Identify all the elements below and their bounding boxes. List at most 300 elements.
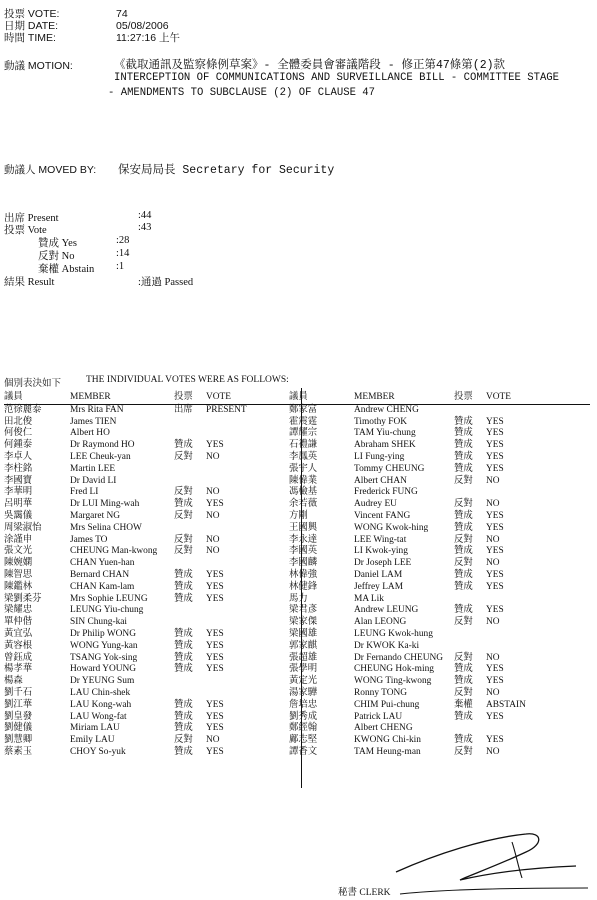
member-name-zh: 田北俊 [4, 416, 33, 427]
table-row [4, 723, 298, 735]
table-row [288, 629, 590, 641]
table-row [4, 558, 298, 570]
vote-en [206, 558, 298, 570]
vote-zh: 贊成 [454, 546, 473, 557]
member-name-zh: 吳靄儀 [4, 510, 33, 521]
vote-en [206, 617, 298, 629]
vote-zh: 反對 [174, 487, 193, 498]
vote-en: PRESENT [206, 404, 247, 415]
vote-en [486, 594, 590, 606]
table-row [4, 452, 298, 464]
vote-en: YES [486, 676, 504, 687]
present-count: :44 [138, 210, 152, 221]
member-name-en: CHAN Yuen-han [70, 558, 135, 569]
table-row [4, 605, 298, 617]
table-row [4, 641, 298, 653]
member-name-zh: 呂明華 [4, 499, 33, 510]
vote-en: YES [486, 510, 504, 521]
member-name-zh: 詹培忠 [289, 699, 318, 710]
table-row [4, 570, 298, 582]
member-name-en: TAM Heung-man [354, 746, 421, 757]
left-votes-table [4, 392, 298, 759]
member-name-zh: 陳偉業 [289, 475, 318, 486]
member-name-en: Frederick FUNG [354, 487, 418, 498]
vote-zh-header: 投票 [174, 392, 206, 404]
vote-zh: 反對 [174, 510, 193, 521]
no-label: 反對 No [38, 251, 75, 262]
vote-en: YES [206, 440, 224, 451]
table-row [288, 653, 590, 665]
member-name-en: Alan LEONG [354, 617, 407, 628]
vote-zh: 贊成 [174, 628, 193, 639]
vote-en: NO [206, 451, 220, 462]
member-name-en: Andrew LEUNG [354, 605, 419, 616]
member-name-zh: 何俊仁 [4, 428, 33, 439]
member-name-en: Patrick LAU [354, 711, 403, 722]
member-name-en: LEE Cheuk-yan [70, 451, 131, 462]
vote-zh: 贊成 [174, 652, 193, 663]
member-name-en: Mrs Selina CHOW [70, 522, 142, 533]
member-name-en: Andrew CHENG [354, 404, 419, 415]
vote-zh [174, 676, 206, 688]
member-name-en: LAU Chin-shek [70, 687, 131, 698]
member-name-en: LI Kwok-ying [354, 546, 408, 557]
vote-en: NO [486, 617, 500, 628]
yes-count: :28 [116, 235, 130, 246]
member-name-zh: 曾鈺成 [4, 652, 33, 663]
individual-votes-heading-en: THE INDIVIDUAL VOTES WERE AS FOLLOWS: [86, 375, 289, 385]
member-name-en: Margaret NG [70, 510, 121, 521]
motion-label: 動議 MOTION: [4, 60, 73, 72]
vote-zh: 贊成 [174, 723, 193, 734]
vote-zh [454, 641, 486, 653]
member-name-en: LEUNG Yiu-chung [70, 605, 144, 616]
table-row [288, 617, 590, 629]
member-name-zh: 楊森 [4, 676, 23, 687]
table-row [288, 476, 590, 488]
member-name-zh: 張超雄 [289, 652, 318, 663]
table-row [288, 499, 590, 511]
vote-zh: 反對 [454, 475, 473, 486]
table-row [288, 582, 590, 594]
yes-label: 贊成 Yes [38, 238, 77, 249]
vote-zh: 反對 [174, 735, 193, 746]
member-name-zh: 劉千石 [4, 687, 33, 698]
member-name-en: MA Lik [354, 593, 384, 604]
vote-en: YES [486, 711, 504, 722]
vote-en: NO [486, 558, 500, 569]
motion-subtitle-en: - AMENDMENTS TO SUBCLAUSE (2) OF CLAUSE 47 [108, 87, 376, 99]
member-name-en: Jeffrey LAM [354, 581, 404, 592]
member-name-en: Abraham SHEK [354, 440, 416, 451]
member-name-en: LEUNG Kwok-hung [354, 628, 433, 639]
vote-en: YES [486, 664, 504, 675]
member-name-zh: 劉健儀 [4, 723, 33, 734]
member-name-en: Daniel LAM [354, 569, 403, 580]
vote-zh: 棄權 [454, 699, 473, 710]
member-name-zh: 林健鋒 [289, 581, 318, 592]
table-row [4, 464, 298, 476]
member-name-en: Howard YOUNG [70, 664, 137, 675]
member-name-en: Mrs Sophie LEUNG [70, 593, 148, 604]
vote-en: NO [486, 652, 500, 663]
member-name-zh: 李國寶 [4, 475, 33, 486]
vote-zh [174, 617, 206, 629]
member-name-zh: 余若薇 [289, 499, 318, 510]
table-row [4, 499, 298, 511]
member-name-zh: 蔡素玉 [4, 746, 33, 757]
member-name-zh: 李國英 [289, 546, 318, 557]
vote-en: NO [206, 534, 220, 545]
vote-en: NO [206, 546, 220, 557]
table-row [4, 617, 298, 629]
vote-en: YES [206, 664, 224, 675]
member-name-en: CHOY So-yuk [70, 746, 126, 757]
member-name-en: Bernard CHAN [70, 569, 130, 580]
member-name-zh: 梁家傑 [289, 617, 318, 628]
member-name-en: Miriam LAU [70, 723, 120, 734]
member-name-zh: 劉皇發 [4, 711, 33, 722]
table-row [4, 582, 298, 594]
abstain-label: 棄權 Abstain [38, 264, 95, 275]
table-row [4, 735, 298, 747]
member-name-en: LAU Wong-fat [70, 711, 127, 722]
vote-en: YES [486, 569, 504, 580]
member-name-en: Fred LI [70, 487, 99, 498]
table-row [4, 535, 298, 547]
abstain-count: :1 [116, 261, 125, 272]
date-label: 日期 DATE: [4, 20, 59, 32]
member-name-zh: 李鳳英 [289, 451, 318, 462]
vote-en [486, 723, 590, 735]
member-name-en: Tommy CHEUNG [354, 463, 425, 474]
member-name-zh: 張學明 [289, 664, 318, 675]
vote-zh [454, 723, 486, 735]
member-name-en: Dr Fernando CHEUNG [354, 652, 444, 663]
member-name-zh: 李華明 [4, 487, 33, 498]
vote-en: NO [206, 487, 220, 498]
vote-en: NO [486, 746, 500, 757]
table-row [288, 676, 590, 688]
vote-zh [454, 629, 486, 641]
vote-en: YES [486, 735, 504, 746]
table-row [288, 417, 590, 429]
vote-zh: 反對 [174, 451, 193, 462]
member-name-en: TSANG Yok-sing [70, 652, 138, 663]
vote-en: YES [206, 723, 224, 734]
vote-zh [174, 688, 206, 700]
vote-en [206, 688, 298, 700]
vote-zh: 出席 [174, 404, 193, 415]
vote-zh [174, 417, 206, 429]
vote-en: YES [486, 463, 504, 474]
member-name-en: Timothy FOK [354, 416, 408, 427]
table-row [4, 487, 298, 499]
vote-en: YES [486, 428, 504, 439]
member-name-zh: 陳智思 [4, 569, 33, 580]
time-value: 11:27:16 上午 [116, 32, 181, 44]
member-name-zh: 楊孝華 [4, 664, 33, 675]
vote-en [206, 464, 298, 476]
member-name-en: WONG Kwok-hing [354, 522, 429, 533]
member-name-zh: 梁劉柔芬 [4, 593, 42, 604]
vote-zh: 反對 [454, 687, 473, 698]
table-row [4, 417, 298, 429]
vote-en: YES [486, 581, 504, 592]
member-zh-header: 議員 [4, 392, 70, 404]
member-name-en: Dr David LI [70, 475, 117, 486]
result-value: :通過 Passed [138, 277, 194, 288]
member-name-zh: 梁君彥 [289, 605, 318, 616]
vote-number: 74 [116, 8, 128, 20]
vote-en [486, 641, 590, 653]
member-name-en: CHAN Kam-lam [70, 581, 135, 592]
result-label: 結果 Result [4, 277, 55, 288]
vote-zh [174, 523, 206, 535]
table-row [288, 511, 590, 523]
vote-zh: 贊成 [454, 581, 473, 592]
table-row [4, 476, 298, 488]
vote-en [486, 404, 590, 416]
member-name-en: CHEUNG Hok-ming [354, 664, 434, 675]
vote-en: ABSTAIN [486, 699, 526, 710]
member-name-zh: 陳婉嫻 [4, 558, 33, 569]
member-name-en: KWONG Chi-kin [354, 735, 421, 746]
vote-en: NO [206, 735, 220, 746]
member-name-en: SIN Chung-kai [70, 617, 128, 628]
clerk-label: 秘書 CLERK [338, 888, 391, 898]
vote-zh: 贊成 [174, 593, 193, 604]
vote-en: YES [206, 746, 224, 757]
table-row [4, 511, 298, 523]
member-name-zh: 陳鑑林 [4, 581, 33, 592]
vote-en [206, 428, 298, 440]
vote-zh: 贊成 [454, 664, 473, 675]
member-name-zh: 鄭家富 [289, 404, 318, 415]
vote-en: YES [206, 640, 224, 651]
vote-zh: 贊成 [454, 428, 473, 439]
vote-en: YES [486, 440, 504, 451]
table-row [4, 440, 298, 452]
vote-zh: 反對 [454, 499, 473, 510]
vote-zh: 贊成 [454, 676, 473, 687]
table-row [4, 688, 298, 700]
vote-en [206, 605, 298, 617]
table-row [288, 723, 590, 735]
member-name-zh: 涂謹申 [4, 534, 33, 545]
vote-zh: 贊成 [454, 522, 473, 533]
table-row [288, 535, 590, 547]
vote-number-label: 投票 VOTE: [4, 8, 60, 20]
vote-zh: 贊成 [174, 640, 193, 651]
member-name-zh: 李國麟 [289, 558, 318, 569]
table-row [4, 523, 298, 535]
member-name-en: Vincent FANG [354, 510, 411, 521]
vote-en [206, 417, 298, 429]
member-name-zh: 范徐麗泰 [4, 404, 42, 415]
member-name-en: Mrs Rita FAN [70, 404, 124, 415]
member-name-zh: 馬力 [289, 593, 308, 604]
vote-zh: 贊成 [174, 499, 193, 510]
vote-en [206, 676, 298, 688]
member-name-en: Martin LEE [70, 463, 116, 474]
moved-by-value: 保安局局長 Secretary for Security [118, 164, 335, 177]
vote-zh: 贊成 [174, 581, 193, 592]
motion-title-en: INTERCEPTION OF COMMUNICATIONS AND SURVEILLANCE BILL - COMMITTEE STAGE [114, 72, 560, 84]
member-name-zh: 周梁淑怡 [4, 522, 42, 533]
member-name-zh: 黃容根 [4, 640, 33, 651]
member-name-en: WONG Ting-kwong [354, 676, 432, 687]
vote-zh: 贊成 [454, 440, 473, 451]
member-name-en: Albert CHENG [354, 723, 413, 734]
table-row [4, 747, 298, 759]
member-en-header: MEMBER [70, 392, 174, 404]
member-name-zh: 劉慧卿 [4, 735, 33, 746]
member-name-en: CHIM Pui-chung [354, 699, 420, 710]
member-name-zh: 王國興 [289, 522, 318, 533]
table-row [288, 487, 590, 499]
member-name-en: Dr KWOK Ka-ki [354, 640, 420, 651]
vote-zh: 贊成 [454, 463, 473, 474]
member-name-zh: 李柱銘 [4, 463, 33, 474]
member-name-zh: 劉江華 [4, 699, 33, 710]
table-row [4, 664, 298, 676]
vote-zh [454, 594, 486, 606]
vote-zh [174, 605, 206, 617]
table-row [4, 594, 298, 606]
table-row [288, 558, 590, 570]
vote-en: NO [486, 534, 500, 545]
member-name-zh: 湯家驊 [289, 687, 318, 698]
vote-zh: 贊成 [174, 746, 193, 757]
member-name-en: LEE Wing-tat [354, 534, 407, 545]
member-name-zh: 馮檢基 [289, 487, 318, 498]
vote-en: YES [206, 569, 224, 580]
vote-zh: 贊成 [174, 664, 193, 675]
table-row [288, 594, 590, 606]
vote-en: YES [486, 546, 504, 557]
member-name-en: WONG Yung-kan [70, 640, 138, 651]
vote-zh: 贊成 [174, 711, 193, 722]
vote-zh: 贊成 [454, 711, 473, 722]
member-name-zh: 林偉強 [289, 569, 318, 580]
member-name-en: James TO [70, 534, 108, 545]
member-en-header: MEMBER [354, 392, 454, 404]
vote-zh: 反對 [454, 746, 473, 757]
member-name-zh: 譚香文 [289, 746, 318, 757]
member-name-en: Dr LUI Ming-wah [70, 499, 140, 510]
vote-en: YES [486, 522, 504, 533]
table-row [288, 688, 590, 700]
vote-en: YES [206, 628, 224, 639]
motion-title-zh: 《截取通訊及監察條例草案》- 全體委員會審議階段 - 修正第47條第(2)款 [114, 59, 506, 72]
date-value: 05/08/2006 [116, 20, 169, 32]
member-name-zh: 黃宜弘 [4, 628, 33, 639]
vote-en: NO [486, 499, 500, 510]
vote-zh: 贊成 [174, 440, 193, 451]
member-name-zh: 梁耀忠 [4, 605, 33, 616]
vote-zh: 反對 [454, 534, 473, 545]
member-zh-header: 議員 [288, 392, 354, 404]
vote-zh [174, 464, 206, 476]
table-row [288, 570, 590, 582]
member-name-zh: 石禮謙 [289, 440, 318, 451]
member-name-zh: 張宇人 [289, 463, 318, 474]
vote-zh-header: 投票 [454, 392, 486, 404]
member-name-zh: 李永達 [289, 534, 318, 545]
vote-en: YES [206, 699, 224, 710]
table-row [288, 700, 590, 712]
vote-en: NO [486, 687, 500, 698]
table-row [288, 440, 590, 452]
vote-en [486, 629, 590, 641]
vote-zh [454, 404, 486, 416]
vote-zh [454, 487, 486, 499]
member-name-en: LAU Kong-wah [70, 699, 132, 710]
member-name-zh: 何鍾泰 [4, 440, 33, 451]
table-row [288, 664, 590, 676]
present-label: 出席 Present [4, 213, 59, 224]
vote-zh: 反對 [454, 558, 473, 569]
table-row [4, 404, 298, 416]
member-name-zh: 張文光 [4, 546, 33, 557]
table-row [4, 653, 298, 665]
member-name-zh: 鄺志堅 [289, 735, 318, 746]
table-row [288, 747, 590, 759]
member-name-en: Albert HO [70, 428, 110, 439]
vote-en-header: VOTE [206, 392, 298, 404]
member-name-zh: 郭家麒 [289, 640, 318, 651]
vote-en-header: VOTE [486, 392, 590, 404]
table-row [288, 735, 590, 747]
vote-count: :43 [138, 222, 152, 233]
individual-votes-heading-zh: 個別表決如下 [4, 379, 62, 389]
member-name-zh: 鄭經翰 [289, 723, 318, 734]
table-row [288, 464, 590, 476]
member-name-en: Audrey EU [354, 499, 397, 510]
vote-zh [174, 558, 206, 570]
member-name-en: CHEUNG Man-kwong [70, 546, 158, 557]
vote-zh: 贊成 [454, 451, 473, 462]
member-name-en: Ronny TONG [354, 687, 408, 698]
vote-en: YES [206, 652, 224, 663]
vote-zh: 贊成 [454, 510, 473, 521]
table-header [4, 392, 298, 404]
vote-en: NO [206, 510, 220, 521]
member-name-en: Dr YEUNG Sum [70, 676, 135, 687]
member-name-zh: 單仲偕 [4, 617, 33, 628]
table-row [4, 428, 298, 440]
table-row [4, 712, 298, 724]
vote-zh: 反對 [454, 617, 473, 628]
table-row [288, 428, 590, 440]
table-row [4, 629, 298, 641]
member-name-en: Dr Philip WONG [70, 628, 136, 639]
member-name-en: Albert CHAN [354, 475, 407, 486]
vote-zh: 贊成 [454, 735, 473, 746]
member-name-en: Dr Raymond HO [70, 440, 135, 451]
member-name-zh: 劉秀成 [289, 711, 318, 722]
vote-zh: 贊成 [174, 569, 193, 580]
vote-zh: 贊成 [454, 569, 473, 580]
table-row [4, 676, 298, 688]
clerk-signature [376, 824, 596, 900]
vote-zh: 反對 [174, 546, 193, 557]
member-name-zh: 梁國雄 [289, 628, 318, 639]
vote-en: YES [486, 605, 504, 616]
table-row [288, 546, 590, 558]
vote-zh [174, 428, 206, 440]
